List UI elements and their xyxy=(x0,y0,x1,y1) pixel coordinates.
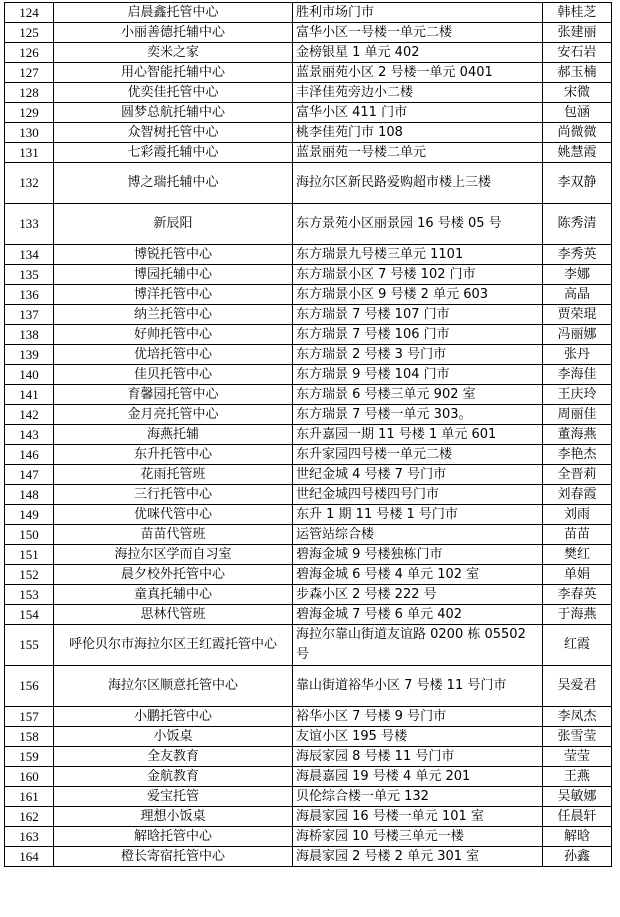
table-row xyxy=(5,767,612,787)
contact-person: 郝玉楠 xyxy=(543,63,612,83)
contact-person: 李娜 xyxy=(543,265,612,285)
row-number: 161 xyxy=(5,787,54,807)
row-number: 154 xyxy=(5,605,54,625)
center-name: 纳兰托管中心 xyxy=(54,305,293,325)
table-row xyxy=(5,305,612,325)
row-number: 163 xyxy=(5,827,54,847)
center-address: 海拉尔靠山街道友谊路 0200 栋 05502 号 xyxy=(293,625,543,666)
table-row xyxy=(5,345,612,365)
center-name: 橙长寄宿托管中心 xyxy=(54,847,293,867)
row-number: 133 xyxy=(5,204,54,245)
table-row xyxy=(5,485,612,505)
row-number: 138 xyxy=(5,325,54,345)
contact-person: 张雪莹 xyxy=(543,727,612,747)
table-row xyxy=(5,585,612,605)
table-row xyxy=(5,727,612,747)
center-address: 东方瑞景 2 号楼 3 号门市 xyxy=(293,345,543,365)
center-address: 东方瑞景 7 号楼一单元 303。 xyxy=(293,405,543,425)
contact-person: 韩桂芝 xyxy=(543,3,612,23)
row-number: 155 xyxy=(5,625,54,666)
row-number: 136 xyxy=(5,285,54,305)
contact-person: 刘春霞 xyxy=(543,485,612,505)
table-row xyxy=(5,847,612,867)
center-name: 七彩霞托辅中心 xyxy=(54,143,293,163)
center-name: 佳贝托管中心 xyxy=(54,365,293,385)
center-name: 众智树托管中心 xyxy=(54,123,293,143)
contact-person: 解晗 xyxy=(543,827,612,847)
table-row xyxy=(5,405,612,425)
row-number: 131 xyxy=(5,143,54,163)
center-name: 花雨托管班 xyxy=(54,465,293,485)
center-name: 晨夕校外托管中心 xyxy=(54,565,293,585)
center-address: 东方瑞景小区 7 号楼 102 门市 xyxy=(293,265,543,285)
center-name: 苗苗代管班 xyxy=(54,525,293,545)
center-address: 东方瑞景九号楼三单元 1101 xyxy=(293,245,543,265)
center-address: 碧海金城 9 号楼独栋门市 xyxy=(293,545,543,565)
table-row xyxy=(5,3,612,23)
center-address: 友谊小区 195 号楼 xyxy=(293,727,543,747)
contact-person: 王燕 xyxy=(543,767,612,787)
row-number: 124 xyxy=(5,3,54,23)
center-name: 呼伦贝尔市海拉尔区王红霞托管中心 xyxy=(54,625,293,666)
table-row xyxy=(5,325,612,345)
center-address: 金榜银星 1 单元 402 xyxy=(293,43,543,63)
center-address: 富华小区 411 门市 xyxy=(293,103,543,123)
table-row xyxy=(5,365,612,385)
table-row xyxy=(5,605,612,625)
table-row xyxy=(5,545,612,565)
center-address: 东方瑞景 7 号楼 107 门市 xyxy=(293,305,543,325)
center-address: 碧海金城 6 号楼 4 单元 102 室 xyxy=(293,565,543,585)
childcare-center-table xyxy=(4,2,612,867)
row-number: 146 xyxy=(5,445,54,465)
center-address: 东方瑞景 7 号楼 106 门市 xyxy=(293,325,543,345)
center-name: 博园托辅中心 xyxy=(54,265,293,285)
center-name: 海燕托辅 xyxy=(54,425,293,445)
contact-person: 李秀英 xyxy=(543,245,612,265)
center-address: 蓝景丽苑小区 2 号楼一单元 0401 xyxy=(293,63,543,83)
table-row xyxy=(5,103,612,123)
center-address: 桃李佳苑门市 108 xyxy=(293,123,543,143)
table-row xyxy=(5,505,612,525)
table-row xyxy=(5,425,612,445)
contact-person: 李春英 xyxy=(543,585,612,605)
contact-person: 安石岩 xyxy=(543,43,612,63)
row-number: 125 xyxy=(5,23,54,43)
center-address: 蓝景丽苑一号楼二单元 xyxy=(293,143,543,163)
center-address: 运管站综合楼 xyxy=(293,525,543,545)
table-row xyxy=(5,787,612,807)
center-name: 博洋托管中心 xyxy=(54,285,293,305)
center-name: 海拉尔区学而自习室 xyxy=(54,545,293,565)
center-name: 启晨鑫托管中心 xyxy=(54,3,293,23)
table-row xyxy=(5,747,612,767)
center-name: 解晗托管中心 xyxy=(54,827,293,847)
center-address: 东方瑞景 9 号楼 104 门市 xyxy=(293,365,543,385)
center-address: 海晨家园 16 号楼一单元 101 室 xyxy=(293,807,543,827)
table-row xyxy=(5,707,612,727)
row-number: 147 xyxy=(5,465,54,485)
row-number: 153 xyxy=(5,585,54,605)
center-address: 海晨嘉园 19 号楼 4 单元 201 xyxy=(293,767,543,787)
center-address: 海晨家园 2 号楼 2 单元 301 室 xyxy=(293,847,543,867)
table-row xyxy=(5,525,612,545)
contact-person: 樊红 xyxy=(543,545,612,565)
center-address: 世纪金城四号楼四号门市 xyxy=(293,485,543,505)
table-row xyxy=(5,285,612,305)
center-address: 靠山街道裕华小区 7 号楼 11 号门市 xyxy=(293,666,543,707)
row-number: 164 xyxy=(5,847,54,867)
contact-person: 于海燕 xyxy=(543,605,612,625)
center-address: 世纪金城 4 号楼 7 号门市 xyxy=(293,465,543,485)
row-number: 142 xyxy=(5,405,54,425)
center-address: 富华小区一号楼一单元二楼 xyxy=(293,23,543,43)
row-number: 143 xyxy=(5,425,54,445)
center-address: 海拉尔区新民路爱购超市楼上三楼 xyxy=(293,163,543,204)
center-address: 东升 1 期 11 号楼 1 号门市 xyxy=(293,505,543,525)
contact-person: 周丽佳 xyxy=(543,405,612,425)
row-number: 159 xyxy=(5,747,54,767)
contact-person: 李海佳 xyxy=(543,365,612,385)
table-row xyxy=(5,265,612,285)
row-number: 140 xyxy=(5,365,54,385)
row-number: 137 xyxy=(5,305,54,325)
center-name: 优咪代管中心 xyxy=(54,505,293,525)
row-number: 157 xyxy=(5,707,54,727)
table-row xyxy=(5,23,612,43)
contact-person: 单娟 xyxy=(543,565,612,585)
contact-person: 董海燕 xyxy=(543,425,612,445)
contact-person: 张丹 xyxy=(543,345,612,365)
center-name: 金航教育 xyxy=(54,767,293,787)
table-body xyxy=(5,3,612,867)
table-row xyxy=(5,143,612,163)
table-row xyxy=(5,807,612,827)
contact-person: 宋微 xyxy=(543,83,612,103)
center-address: 东升嘉园一期 11 号楼 1 单元 601 xyxy=(293,425,543,445)
table-row xyxy=(5,565,612,585)
center-name: 优奕佳托管中心 xyxy=(54,83,293,103)
contact-person: 贾荣琨 xyxy=(543,305,612,325)
table-row xyxy=(5,204,612,245)
table-row xyxy=(5,123,612,143)
contact-person: 尚微微 xyxy=(543,123,612,143)
center-name: 理想小饭桌 xyxy=(54,807,293,827)
center-name: 用心智能托辅中心 xyxy=(54,63,293,83)
center-name: 思林代管班 xyxy=(54,605,293,625)
contact-person: 姚慧霞 xyxy=(543,143,612,163)
center-name: 爱宝托管 xyxy=(54,787,293,807)
contact-person: 吴爱君 xyxy=(543,666,612,707)
row-number: 130 xyxy=(5,123,54,143)
row-number: 150 xyxy=(5,525,54,545)
row-number: 141 xyxy=(5,385,54,405)
table-row xyxy=(5,245,612,265)
row-number: 128 xyxy=(5,83,54,103)
center-name: 好帅托管中心 xyxy=(54,325,293,345)
center-address: 东方瑞景 6 号楼三单元 902 室 xyxy=(293,385,543,405)
contact-person: 冯丽娜 xyxy=(543,325,612,345)
row-number: 139 xyxy=(5,345,54,365)
center-name: 圆梦总航托辅中心 xyxy=(54,103,293,123)
center-name: 小丽善德托辅中心 xyxy=(54,23,293,43)
table-row xyxy=(5,625,612,666)
table-row xyxy=(5,445,612,465)
center-name: 优培托管中心 xyxy=(54,345,293,365)
center-address: 裕华小区 7 号楼 9 号门市 xyxy=(293,707,543,727)
center-name: 博之瑞托辅中心 xyxy=(54,163,293,204)
contact-person: 李凤杰 xyxy=(543,707,612,727)
row-number: 132 xyxy=(5,163,54,204)
center-name: 新辰阳 xyxy=(54,204,293,245)
center-address: 步森小区 2 号楼 222 号 xyxy=(293,585,543,605)
center-name: 博锐托管中心 xyxy=(54,245,293,265)
center-name: 全友教育 xyxy=(54,747,293,767)
row-number: 152 xyxy=(5,565,54,585)
contact-person: 苗苗 xyxy=(543,525,612,545)
contact-person: 陈秀清 xyxy=(543,204,612,245)
center-address: 碧海金城 7 号楼 6 单元 402 xyxy=(293,605,543,625)
center-address: 东方景苑小区丽景园 16 号楼 05 号 xyxy=(293,204,543,245)
center-name: 奕米之家 xyxy=(54,43,293,63)
row-number: 129 xyxy=(5,103,54,123)
row-number: 158 xyxy=(5,727,54,747)
center-name: 小饭桌 xyxy=(54,727,293,747)
table-row xyxy=(5,465,612,485)
table-row xyxy=(5,827,612,847)
center-address: 海辰家园 8 号楼 11 号门市 xyxy=(293,747,543,767)
table-row xyxy=(5,63,612,83)
contact-person: 李艳杰 xyxy=(543,445,612,465)
center-address: 丰泽佳苑旁边小二楼 xyxy=(293,83,543,103)
contact-person: 刘雨 xyxy=(543,505,612,525)
center-name: 东升托管中心 xyxy=(54,445,293,465)
contact-person: 莹莹 xyxy=(543,747,612,767)
row-number: 156 xyxy=(5,666,54,707)
center-name: 三行托管中心 xyxy=(54,485,293,505)
row-number: 127 xyxy=(5,63,54,83)
center-name: 育馨园托管中心 xyxy=(54,385,293,405)
table-row xyxy=(5,83,612,103)
center-name: 小鹏托管中心 xyxy=(54,707,293,727)
contact-person: 吴敏娜 xyxy=(543,787,612,807)
table-row xyxy=(5,666,612,707)
contact-person: 全晋莉 xyxy=(543,465,612,485)
contact-person: 包涵 xyxy=(543,103,612,123)
contact-person: 任晨轩 xyxy=(543,807,612,827)
center-address: 胜利市场门市 xyxy=(293,3,543,23)
center-name: 海拉尔区顺意托管中心 xyxy=(54,666,293,707)
table-row xyxy=(5,163,612,204)
center-address: 东升家园四号楼一单元二楼 xyxy=(293,445,543,465)
contact-person: 红霞 xyxy=(543,625,612,666)
row-number: 126 xyxy=(5,43,54,63)
row-number: 162 xyxy=(5,807,54,827)
row-number: 135 xyxy=(5,265,54,285)
table-row xyxy=(5,43,612,63)
row-number: 149 xyxy=(5,505,54,525)
contact-person: 张建丽 xyxy=(543,23,612,43)
row-number: 134 xyxy=(5,245,54,265)
contact-person: 王庆玲 xyxy=(543,385,612,405)
center-name: 童真托辅中心 xyxy=(54,585,293,605)
contact-person: 高晶 xyxy=(543,285,612,305)
row-number: 160 xyxy=(5,767,54,787)
contact-person: 孙鑫 xyxy=(543,847,612,867)
center-address: 贝伦综合楼一单元 132 xyxy=(293,787,543,807)
contact-person: 李双静 xyxy=(543,163,612,204)
center-name: 金月亮托管中心 xyxy=(54,405,293,425)
row-number: 148 xyxy=(5,485,54,505)
table-row xyxy=(5,385,612,405)
center-address: 海桥家园 10 号楼三单元一楼 xyxy=(293,827,543,847)
row-number: 151 xyxy=(5,545,54,565)
center-address: 东方瑞景小区 9 号楼 2 单元 603 xyxy=(293,285,543,305)
